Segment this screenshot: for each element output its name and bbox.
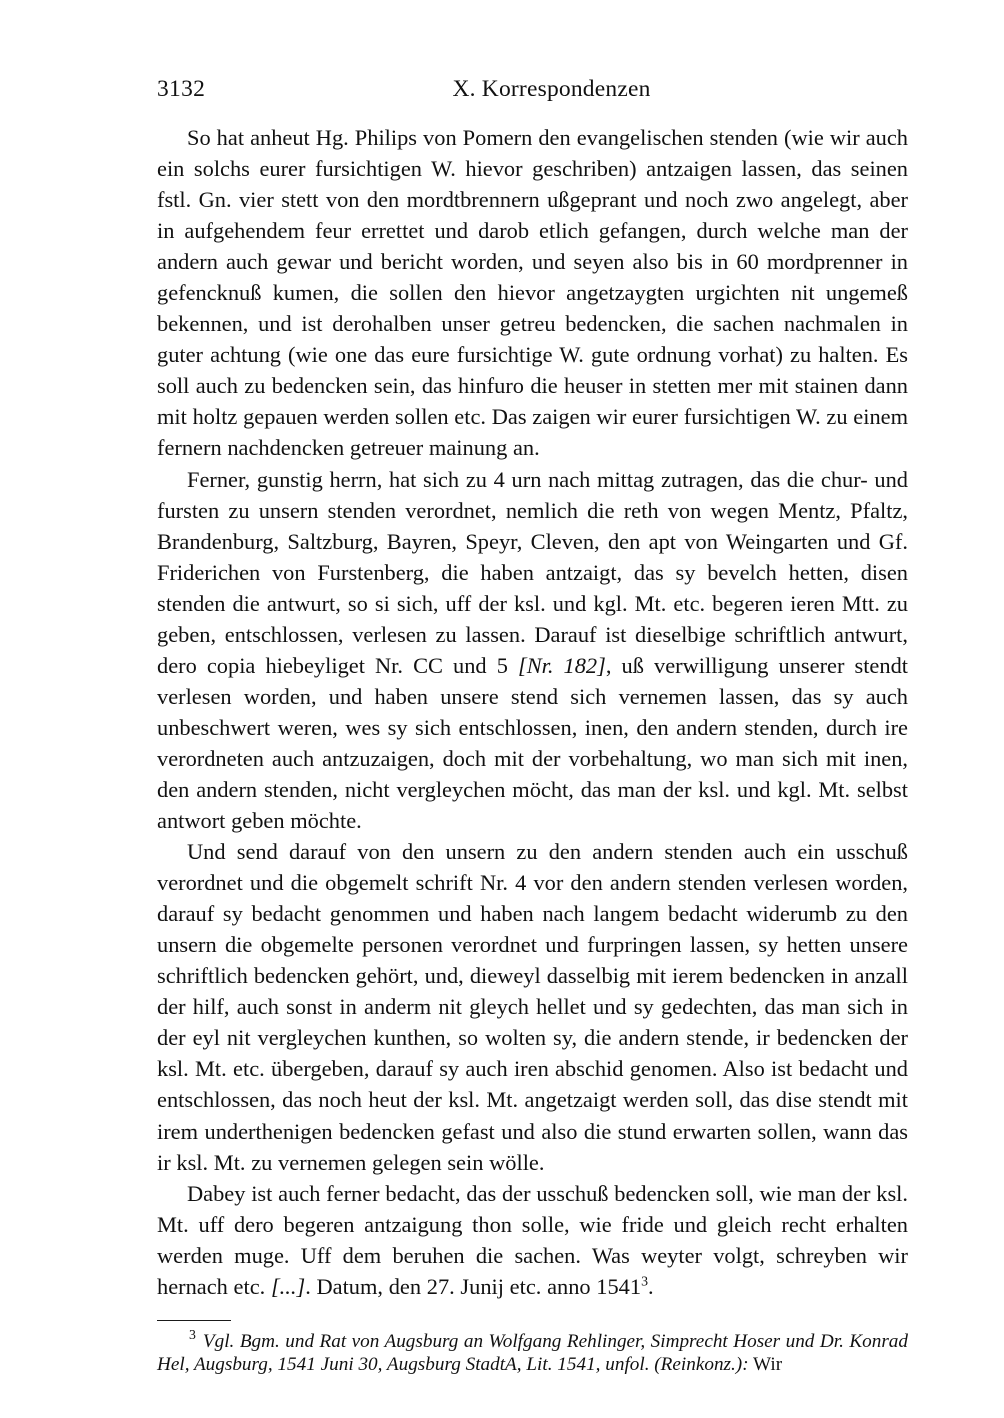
text-run: , uß verwilligung unserer stendt verlesen worden, und haben unsere stend sich vernemen lassen, das sy auch unbeschwert weren, wes sy sich entschlossen, inen, den andern stenden, durch ire verordneten auch antzuzaigen, doch mit der vorbehaltung, wo man sich mit inen, den andern stenden, nicht vergleychen möcht, das man der ksl. und kgl. Mt. selbst antwort geben möchte. [157,652,908,834]
body-text [157,122,908,1302]
italic-run: [Nr. 182] [517,652,606,678]
running-head [157,74,908,108]
paragraph-1: So hat anheut Hg. Philips von Pomern den evangelischen stenden (wie wir auch ein solchs eurer fursichtigen W. hievor geschriben) antzaigen lassen, das seinen fstl. Gn. vier stett von den mordtbrennern ußgeprant und noch zwo angelegt, aber in aufgehendem feur errettet und darob etlich gefangen, durch welche man der andern auch gewar und bericht worden, und seyen also bis in 60 mordprenner in gefencknuß kumen, die sollen den hievor angetzaygten urgichten nit ungemeß bekennen, und ist derohalben unser getreu bedencken, die sachen nachmalen in guter achtung (wie one das eure fursichtige W. gute ordnung vorhat) zu halten. Es soll auch zu bedencken sein, das hinfuro die heuser in stetten mer mit stainen dann mit holtz gepauen werden sollen etc. Das zaigen wir eurer fursichtigen W. zu einem fernern nachdencken getreuer mainung an. [157,125,908,461]
paragraph-2 [157,464,908,837]
footnote-citation-text: Vgl. Bgm. und Rat von Augsburg an Wolfgang Rehlinger, Simprecht Hoser und Dr. Konrad Hel, Augsburg, 1541 Juni 30, Augsburg StadtA, Lit. 1541, unfol. (Reinkonz.): [157,1330,908,1375]
running-head-title: X. Korrespondenzen [452,76,651,102]
text-run: Dabey ist auch ferner bedacht, das der usschuß bedencken soll, wie man der ksl. Mt. uff dero begeren antzaigung thon solle, wie fride und gleich recht erhalten werden muge. Uff dem beruhen die sachen. Was weyter volgt, schreyben wir hernach etc. [157,1180,908,1299]
paragraph-4 [157,1178,908,1302]
footnote-3 [157,1327,908,1376]
footnote-separator-rule [157,1320,231,1321]
paragraph-3: Und send darauf von den unsern zu den andern stenden auch ein usschuß verordnet und die obgemelt schrift Nr. 4 vor den andern stenden verlesen worden, darauf sy bedacht genommen und haben nach langem bedacht widerumb zu den unsern die obgemelte personen verordnet und furpringen lassen, sy hetten unsere schriftlich bedencken gehört, und, dieweyl dasselbig mit ierem bedencken in anzall der hilf, auch sonst in anderm nit gleych hellet und sy gedechten, das man sich in der eyl nit vergleychen kunthen, so wolten sy, die andern stende, ir bedencken der ksl. Mt. etc. übergeben, darauf sy auch iren abschid genomen. Also ist bedacht und entschlossen, das noch heut der ksl. Mt. angetzaigt werden soll, das dise stendt mit irem underthenigen bedencken gefast und also die stund erwarten sollen, wann das ir ksl. Mt. zu vernemen gelegen sein wölle. [157,839,908,1175]
footnote-reference-marker: 3 [641,1274,649,1290]
footnote-trailing-word: Wir [753,1353,783,1375]
footnote-number: 3 [189,1327,196,1343]
italic-run: [...] [270,1273,306,1299]
text-run: . Datum, den 27. Junij etc. anno 1541 [305,1273,642,1299]
text-run: . [648,1273,654,1299]
text-run: Ferner, gunstig herrn, hat sich zu 4 urn nach mittag zutragen, das die chur- und fursten zu unsern stenden verordnet, nemlich die reth von wegen Mentz, Pfaltz, Brandenburg, Saltzburg, Bayren, Speyr, Cleven, den apt von Weingarten und Gf. Friderichen von Furstenberg, die haben antzaigt, das sy bevelch hetten, disen stenden die antwurt, so si sich, uff der ksl. und kgl. Mt. etc. begeren ieren Mtt. zu geben, entschlossen, verlesen zu lassen. Darauf ist dieselbige schriftlich antwurt, dero copia hiebeyliget Nr. CC und 5 [157,466,908,678]
page-content-column [157,74,908,1376]
footnote-area [157,1320,908,1376]
page-number: 3132 [157,76,206,102]
